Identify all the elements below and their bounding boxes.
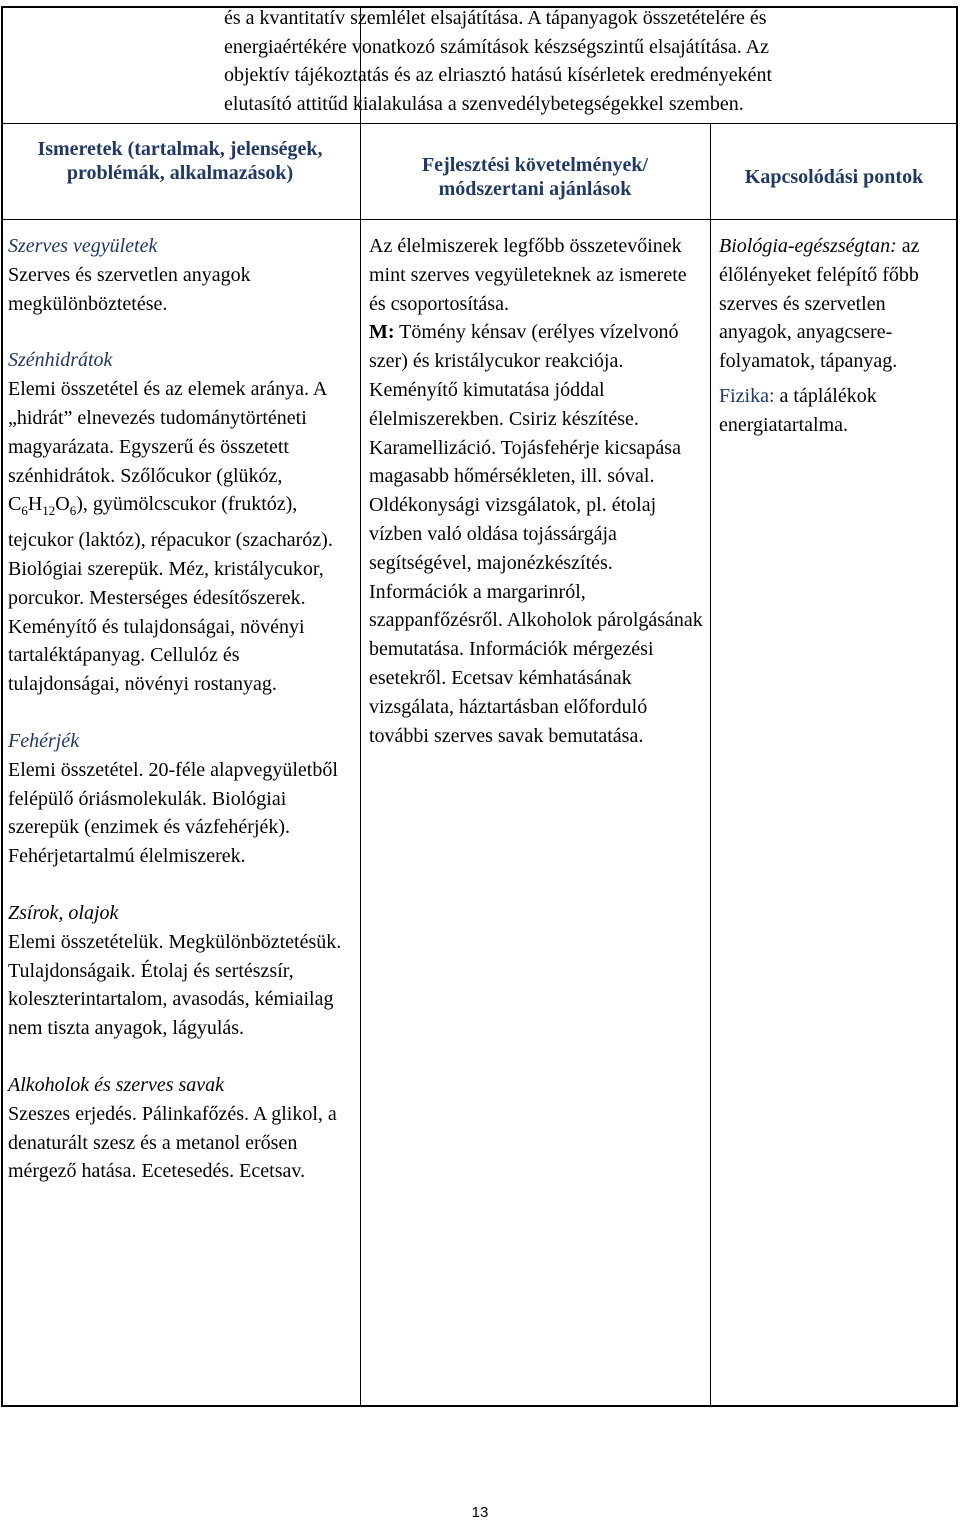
- border-intro-bottom: [1, 123, 958, 124]
- formula-o: O: [55, 493, 70, 516]
- formula-c: C: [8, 493, 22, 516]
- glucose-formula: [8, 493, 77, 519]
- link-text: a táplálékok energiatartalma.: [719, 384, 877, 436]
- section-title: Szerves vegyületek: [8, 235, 158, 257]
- section-alkoholok: [8, 1071, 354, 1186]
- method-label: M:: [369, 321, 395, 344]
- col2-content: [369, 232, 705, 750]
- link-biologia: [719, 232, 951, 376]
- border-col2-col3: [710, 123, 711, 1407]
- section-zsirok-olajok: [8, 899, 354, 1043]
- header-fejlesztesi: Fejlesztési követelmények/ módszertani ajánlások: [421, 154, 649, 200]
- section-text: Szeszes erjedés. Pálinkafőzés. A glikol, a denaturált szesz és a metanol erősen mérgező hatása. Ecetesedés. Ecetsav.: [8, 1102, 337, 1183]
- section-text: Elemi összetétel. 20-féle alapvegyületből felépülő óriásmolekulák. Biológiai szerepük (enzimek és vázfehérjék). Fehérjetartalmú élelmiszerek.: [8, 758, 338, 868]
- link-text: az élőlényeket felépítő főbb szerves és szervetlen anyagok, anyagcsere-folyamatok, tápanyag.: [719, 235, 920, 373]
- section-szenhidratok: [8, 346, 354, 699]
- section-title: Alkoholok és szerves savak: [8, 1073, 225, 1096]
- formula-h: H: [27, 493, 43, 516]
- section-feherjek: [8, 727, 354, 871]
- border-col1-col2: [360, 6, 361, 1407]
- section-text: Elemi összetételük. Megkülönböztetésük. Tulajdonságaik. Étolaj és sertészsír, koleszterintartalom, avasodás, kémiailag nem tiszta anyagok, lágyulás.: [8, 930, 342, 1040]
- formula-sub: 6: [21, 503, 28, 519]
- border-right: [956, 6, 958, 1407]
- formula-sub: 6: [69, 503, 77, 519]
- intro-line: energiaértékére vonatkozó számítások készségszintű elsajátítása. Az: [224, 35, 769, 58]
- text-run: Elemi összetétel és az elemek aránya. A „hidrát” elnevezés tudománytörténeti magyarázata. Egyszerű és összetett szénhidrátok. Szőlőcukor (glükóz,: [8, 378, 327, 487]
- text-run: ), gyümölcscukor (fruktóz), tejcukor (laktóz), répacukor (szacharóz). Biológiai szerepük. Méz, kristálycukor, porcukor. Mesterséges édesítőszerek. Keményítő és tulajdonságai, növényi tartaléktápanyag. Cellulóz és tulajdonságai, növényi rostanyag.: [8, 493, 333, 696]
- border-bottom: [1, 1405, 958, 1407]
- formula-sub: 12: [42, 503, 56, 519]
- border-header-bottom: [1, 219, 958, 220]
- link-fizika: [719, 382, 951, 440]
- intro-line: elutasító attitűd kialakulása a szenvedélybetegségekkel szemben.: [224, 92, 744, 115]
- intro-cell: [224, 4, 954, 118]
- col3-content: [719, 232, 951, 440]
- section-text: [8, 375, 354, 699]
- header-ismeretek: Ismeretek (tartalmak, jelenségek, problémák, alkalmazások): [37, 138, 323, 184]
- link-label: Biológia-egészségtan:: [719, 235, 897, 257]
- section-title: Zsírok, olajok: [8, 901, 119, 924]
- section-text: Szerves és szervetlen anyagok megkülönböztetése.: [8, 263, 251, 315]
- text-run: Az élelmiszerek legfőbb összetevőinek mint szerves vegyületeknek az ismerete és csoportosítása.: [369, 235, 687, 315]
- intro-line: objektív tájékoztatás és az elriasztó hatású kísérletek eredményeként: [224, 64, 773, 86]
- text-run: Tömény kénsav (erélyes vízelvonó szer) és kristálycukor reakciója. Keményítő kimutatása jóddal élelmiszerekben. Csiriz készítése. Karamellizáció. Tojásfehérje kicsapása magasabb hőmérsékleten, ill. sóval. Oldékonysági vizsgálatok, pl. étolaj vízben való oldása tojássárgája segítségével, majonézkészítés. Információk a margarinról, szappanfőzésről. Alkoholok párolgásának bemutatása. Információk mérgezési esetekről. Ecetsav kémhatásának vizsgálata, háztartásban előforduló további szerves savak bemutatása.: [369, 321, 703, 747]
- link-label: Fizika:: [719, 384, 775, 407]
- page-number: 13: [471, 1504, 489, 1521]
- section-title: Szénhidrátok: [8, 349, 113, 372]
- section-title: Fehérjék: [8, 729, 80, 752]
- section-szerves-vegyuletek: [8, 232, 354, 318]
- border-left: [1, 6, 3, 1407]
- col2-text: [369, 232, 705, 750]
- header-kapcsolodasi: Kapcsolódási pontok: [744, 166, 924, 188]
- col1-content: [8, 232, 354, 1186]
- intro-line: és a kvantitatív szemlélet elsajátítása. A tápanyagok összetételére és: [224, 7, 767, 29]
